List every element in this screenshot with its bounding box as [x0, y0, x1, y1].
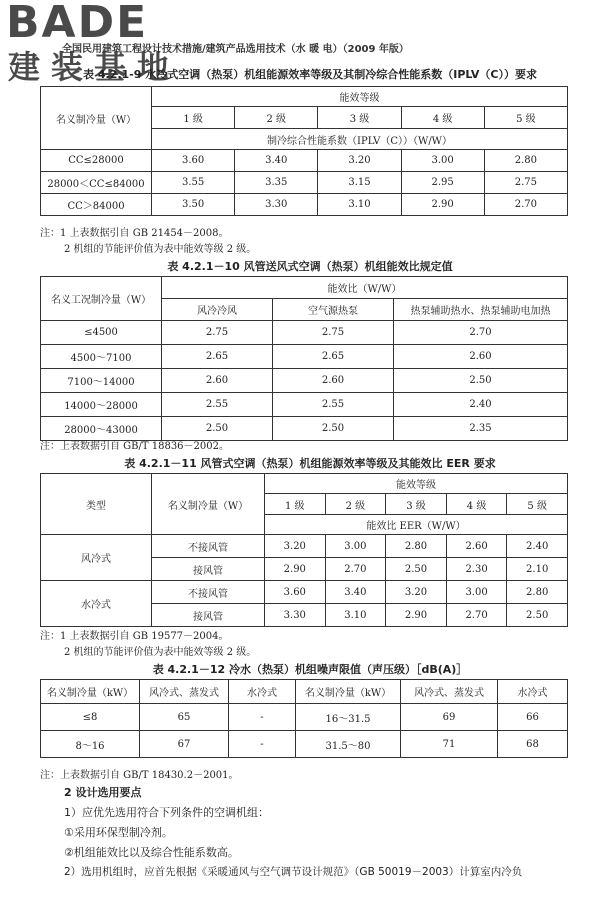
cell: 2.50 — [386, 558, 447, 581]
table4 — [40, 679, 568, 758]
cell: 2.80 — [386, 535, 447, 558]
cell: - — [229, 704, 296, 731]
cell: 2.50 — [273, 417, 394, 441]
logo-wordmark: BADE — [6, 0, 149, 48]
table-row — [41, 369, 568, 393]
table3-level: 5 级 — [507, 494, 568, 515]
cell: 2.65 — [273, 345, 394, 369]
cell: 3.40 — [235, 150, 318, 172]
table4-header: 风冷式、蒸发式 — [140, 680, 229, 704]
cell: 2.70 — [325, 558, 386, 581]
cell: 2.60 — [446, 535, 507, 558]
row-label: 28000＜CC≤84000 — [41, 172, 152, 194]
table-row — [41, 535, 568, 558]
table2-sub-header: 空气源热泵 — [273, 299, 394, 321]
table3-col-capacity: 名义制冷量（W） — [152, 474, 265, 535]
row-label: 7100～14000 — [41, 369, 162, 393]
table1-level: 3 级 — [318, 107, 401, 129]
table2-col-header: 名义工况制冷量（W） — [41, 277, 162, 321]
cell: 3.15 — [318, 172, 401, 194]
row-label: CC≤28000 — [41, 150, 152, 172]
table1-group-header: 能效等级 — [152, 87, 568, 107]
item-2: 2）选用机组时，应首先根据《采暖通风与空气调节设计规范》（GB 50019－2003）计算室内冷负 — [64, 866, 523, 878]
table-row — [41, 345, 568, 369]
item-1-sub-2: ②机组能效比以及综合性能系数高。 — [64, 846, 239, 859]
table1-col-header: 名义制冷量（W） — [41, 87, 152, 150]
table2-note: 注：上表数据引自 GB/T 18836－2002。 — [40, 441, 229, 452]
cell: 2.75 — [162, 321, 273, 345]
cell: 2.80 — [484, 150, 567, 172]
table2 — [40, 276, 568, 441]
row-label: ≤4500 — [41, 321, 162, 345]
table1-caption: 表 4.2.1-9 水冷式空调（热泵）机组能源效率等级及其制冷综合性能系数（IPLV（C））要求 — [83, 68, 537, 81]
table3 — [40, 473, 568, 627]
table4-header: 名义制冷量（kW） — [296, 680, 401, 704]
table-row — [41, 150, 568, 172]
table3-sub-header: 能效比 EER（W/W） — [265, 515, 568, 535]
table-row — [41, 172, 568, 194]
cell: 2.50 — [394, 369, 568, 393]
cell: 8～16 — [41, 731, 140, 758]
table4-note: 注：上表数据引自 GB/T 18430.2－2001。 — [40, 770, 239, 781]
cell: 3.40 — [325, 581, 386, 604]
running-title: 全国民用建筑工程设计技术措施/建筑产品选用技术（水 暖 电）（2009 年版） — [62, 44, 409, 55]
cell: 2.60 — [394, 345, 568, 369]
row-label: 接风管 — [152, 604, 265, 627]
table1-note-1: 注：1 上表数据引自 GB 21454－2008。 — [40, 228, 229, 239]
table2-group-header: 能效比（W/W） — [162, 277, 568, 299]
cell: 2.55 — [273, 393, 394, 417]
cell: 2.40 — [394, 393, 568, 417]
cell: 2.90 — [401, 194, 484, 216]
cell: 2.10 — [507, 558, 568, 581]
cell: 2.55 — [162, 393, 273, 417]
cell: 16～31.5 — [296, 704, 401, 731]
table3-col-type: 类型 — [41, 474, 152, 535]
row-label: 不接风管 — [152, 535, 265, 558]
table2-sub-header: 热泵辅助热水、热泵辅助电加热 — [394, 299, 568, 321]
table3-note-2: 2 机组的节能评价值为表中能效等级 2 级。 — [64, 647, 257, 658]
cell: 3.10 — [325, 604, 386, 627]
table4-header: 水冷式 — [498, 680, 568, 704]
table1-level: 2 级 — [235, 107, 318, 129]
table1-level: 4 级 — [401, 107, 484, 129]
cell: 3.50 — [152, 194, 235, 216]
table3-level: 4 级 — [446, 494, 507, 515]
table-row — [41, 194, 568, 216]
table-row — [41, 393, 568, 417]
cell: 3.60 — [152, 150, 235, 172]
row-label: 14000～28000 — [41, 393, 162, 417]
table3-level: 2 级 — [325, 494, 386, 515]
cell: 3.00 — [325, 535, 386, 558]
table2-caption: 表 4.2.1－10 风管送风式空调（热泵）机组能效比规定值 — [167, 260, 453, 273]
table1-level: 1 级 — [152, 107, 235, 129]
item-1-sub-1: ①采用环保型制冷剂。 — [64, 826, 173, 839]
cell: 2.75 — [484, 172, 567, 194]
table-row — [41, 731, 568, 758]
cell: 66 — [498, 704, 568, 731]
table1-level: 5 级 — [484, 107, 567, 129]
cell: 2.60 — [273, 369, 394, 393]
cell: 2.80 — [507, 581, 568, 604]
row-label: 4500～7100 — [41, 345, 162, 369]
cell: 2.95 — [401, 172, 484, 194]
table1-sub-header: 制冷综合性能系数（IPLV（C））（W/W） — [152, 129, 568, 150]
row-label: 接风管 — [152, 558, 265, 581]
cell: 3.10 — [318, 194, 401, 216]
cell: 2.70 — [484, 194, 567, 216]
cell: 3.30 — [235, 194, 318, 216]
table4-header: 名义制冷量（kW） — [41, 680, 140, 704]
logo-chinese: 建装基地 — [8, 48, 181, 86]
type-label: 风冷式 — [41, 535, 152, 581]
row-label: 28000～43000 — [41, 417, 162, 441]
cell: ≤8 — [41, 704, 140, 731]
cell: 2.50 — [507, 604, 568, 627]
table1 — [40, 86, 568, 216]
cell: 2.70 — [446, 604, 507, 627]
table4-caption: 表 4.2.1－12 冷水（热泵）机组噪声限值（声压级）［dB(A)］ — [152, 663, 468, 676]
cell: 3.55 — [152, 172, 235, 194]
cell: 3.20 — [265, 535, 326, 558]
section-heading: 2 设计选用要点 — [64, 786, 142, 799]
cell: 3.35 — [235, 172, 318, 194]
cell: 67 — [140, 731, 229, 758]
cell: 68 — [498, 731, 568, 758]
cell: 3.20 — [318, 150, 401, 172]
table3-level: 3 级 — [386, 494, 447, 515]
cell: 3.30 — [265, 604, 326, 627]
cell: 2.60 — [162, 369, 273, 393]
table1-note-2: 2 机组的节能评价值为表中能效等级 2 级。 — [64, 244, 257, 255]
cell: 2.65 — [162, 345, 273, 369]
table4-header: 风冷式、蒸发式 — [401, 680, 498, 704]
cell: - — [229, 731, 296, 758]
cell: 31.5～80 — [296, 731, 401, 758]
cell: 2.90 — [265, 558, 326, 581]
cell: 3.00 — [446, 581, 507, 604]
row-label: 不接风管 — [152, 581, 265, 604]
item-1: 1）应优先选用符合下列条件的空调机组： — [64, 806, 269, 819]
row-label: CC＞84000 — [41, 194, 152, 216]
cell: 2.35 — [394, 417, 568, 441]
cell: 2.50 — [162, 417, 273, 441]
cell: 71 — [401, 731, 498, 758]
table4-header: 水冷式 — [229, 680, 296, 704]
type-label: 水冷式 — [41, 581, 152, 627]
table3-level: 1 级 — [265, 494, 326, 515]
cell: 2.75 — [273, 321, 394, 345]
table-row — [41, 321, 568, 345]
cell: 2.90 — [386, 604, 447, 627]
table3-group-header: 能效等级 — [265, 474, 568, 494]
cell: 2.40 — [507, 535, 568, 558]
cell: 69 — [401, 704, 498, 731]
table3-note-1: 注：1 上表数据引自 GB 19577－2004。 — [40, 631, 229, 642]
cell: 2.30 — [446, 558, 507, 581]
cell: 2.70 — [394, 321, 568, 345]
cell: 3.00 — [401, 150, 484, 172]
cell: 3.20 — [386, 581, 447, 604]
cell: 65 — [140, 704, 229, 731]
cell: 3.60 — [265, 581, 326, 604]
table3-caption: 表 4.2.1－11 风管式空调（热泵）机组能源效率等级及其能效比 EER 要求 — [124, 457, 496, 470]
table2-sub-header: 风冷冷风 — [162, 299, 273, 321]
table-row — [41, 704, 568, 731]
table-row — [41, 581, 568, 604]
